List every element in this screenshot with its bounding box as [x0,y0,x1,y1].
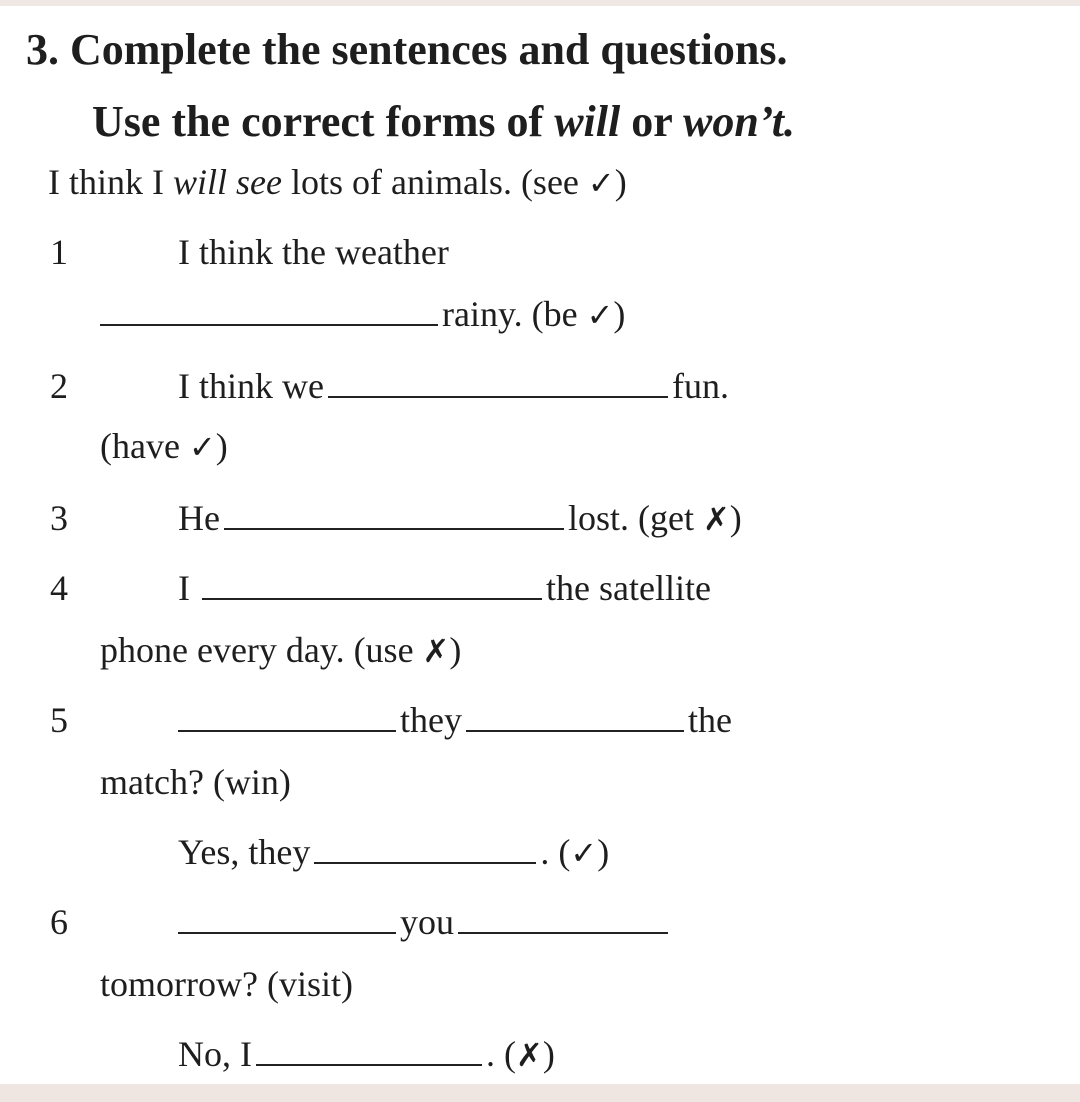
tick-icon: ✓ [188,428,216,466]
answer-blank[interactable] [178,932,396,934]
bottom-band [0,1084,1080,1102]
item-number: 6 [50,902,68,942]
item-number: 3 [50,498,68,538]
item-number: 1 [50,232,68,272]
answer-blank[interactable] [458,932,668,934]
tick-icon: ✓ [570,834,598,872]
item-6-line2: tomorrow? (visit) [100,964,353,1004]
item-2-line2: (have ✓) [100,426,228,466]
item-4-line2: phone every day. (use ✗) [100,630,462,670]
example-answer: will see [172,162,282,202]
item-3-line1: He lost. (get ✗) [178,498,742,538]
answer-blank[interactable] [178,730,396,732]
exercise-instruction: Use the correct forms of will or won’t. [92,97,796,146]
cross-icon: ✗ [422,632,450,670]
item-number: 2 [50,366,68,406]
answer-blank[interactable] [328,396,668,398]
item-6-answer: No, I . (✗) [178,1034,555,1074]
answer-blank[interactable] [256,1064,482,1066]
answer-blank[interactable] [466,730,684,732]
item-5-answer: Yes, they . (✓) [178,832,610,872]
item-1-line1: I think the weather [178,232,449,272]
item-5-line2: match? (win) [100,762,291,802]
cross-icon: ✗ [702,500,730,538]
item-number: 5 [50,700,68,740]
example-sentence: I think I will see lots of animals. (see ✓) [48,162,627,202]
answer-blank[interactable] [202,598,542,600]
item-4-line1: I the satellite [178,568,711,608]
answer-blank[interactable] [100,324,438,326]
answer-blank[interactable] [224,528,564,530]
item-2-line1: I think we fun. [178,366,729,406]
tick-icon: ✓ [586,296,614,334]
worksheet [0,6,1080,1084]
tick-icon: ✓ [587,164,615,202]
answer-blank[interactable] [314,862,536,864]
exercise-title: 3. Complete the sentences and questions. [26,25,788,74]
item-number: 4 [50,568,68,608]
item-6-line1: you [178,904,672,940]
cross-icon: ✗ [516,1036,543,1074]
item-5-line1: they the [178,702,732,738]
item-1-line2: rainy. (be ✓) [100,296,625,332]
